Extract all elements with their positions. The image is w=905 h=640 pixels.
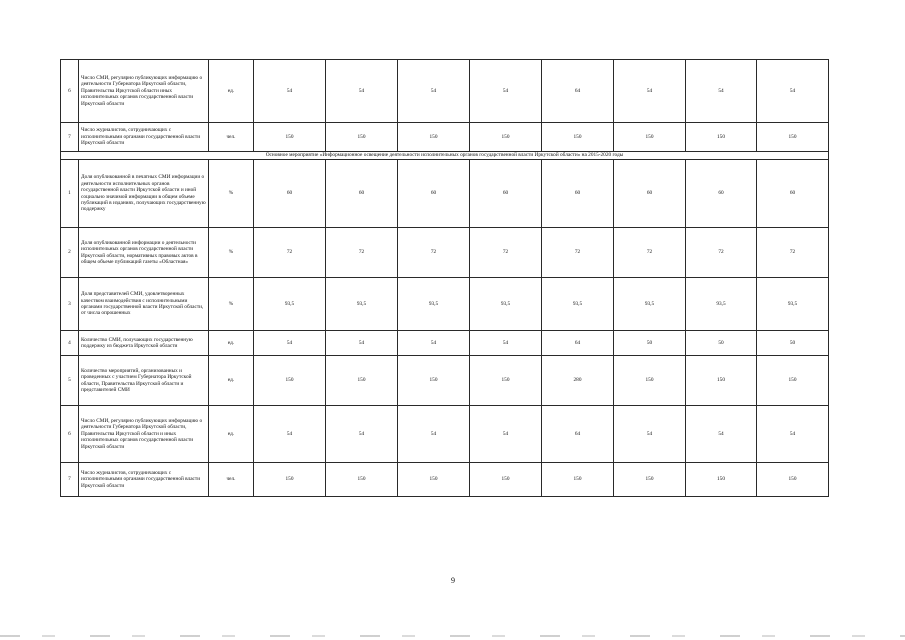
value-cell: 54 (398, 60, 470, 123)
value-cell: 54 (470, 331, 542, 356)
value-cell: 150 (542, 123, 614, 152)
value-cell: 54 (326, 60, 398, 123)
value-cell: 150 (757, 463, 829, 497)
section-row (61, 152, 829, 160)
value-cell: 93,5 (757, 278, 829, 331)
scan-artifact-line (0, 635, 905, 637)
unit-cell: ед. (209, 331, 254, 356)
value-cell: 54 (326, 406, 398, 463)
table-body-bottom (61, 160, 829, 497)
table-body-top (61, 60, 829, 152)
unit-cell: % (209, 278, 254, 331)
row-number: 1 (61, 160, 79, 228)
table-row (61, 331, 829, 356)
value-cell: 93,5 (254, 278, 326, 331)
value-cell: 93,5 (686, 278, 757, 331)
value-cell: 93,5 (398, 278, 470, 331)
unit-cell: ед. (209, 60, 254, 123)
unit-cell: % (209, 228, 254, 278)
value-cell: 54 (757, 406, 829, 463)
indicator-name: Число СМИ, регулярно публикующих информацию о деятельности Губернатора Иркутской области, Правительства Иркутской области иных исполнительных органов государственной власти Иркутской области (79, 60, 209, 123)
value-cell: 54 (686, 406, 757, 463)
indicator-name: Доля представителей СМИ, удовлетворенных качеством взаимодействия с исполнительными органами государственной власти Иркутской области, от числа опрошенных (79, 278, 209, 331)
value-cell: 60 (542, 160, 614, 228)
value-cell: 60 (470, 160, 542, 228)
unit-cell: ед. (209, 406, 254, 463)
page-number: 9 (451, 576, 455, 585)
row-number: 6 (61, 406, 79, 463)
value-cell: 150 (614, 123, 686, 152)
value-cell: 150 (470, 356, 542, 406)
row-number: 5 (61, 356, 79, 406)
value-cell: 54 (470, 60, 542, 123)
row-number: 3 (61, 278, 79, 331)
value-cell: 50 (757, 331, 829, 356)
value-cell: 150 (254, 463, 326, 497)
section-header (61, 152, 829, 160)
value-cell: 150 (686, 356, 757, 406)
value-cell: 72 (757, 228, 829, 278)
value-cell: 64 (542, 60, 614, 123)
indicator-name: Число журналистов, сотрудничающих с исполнительными органами государственной власти Иркутской области (79, 123, 209, 152)
value-cell: 54 (757, 60, 829, 123)
value-cell: 280 (542, 356, 614, 406)
value-cell: 54 (686, 60, 757, 123)
value-cell: 93,5 (326, 278, 398, 331)
indicator-name: Количество мероприятий, организованных и проведенных с участием Губернатора Иркутской области, Правительства Иркутской области и представителей СМИ (79, 356, 209, 406)
indicator-name: Количество СМИ, получающих государственную поддержку из бюджета Иркутской области (79, 331, 209, 356)
row-number: 6 (61, 60, 79, 123)
unit-cell: ед. (209, 356, 254, 406)
value-cell: 150 (398, 123, 470, 152)
value-cell: 50 (614, 331, 686, 356)
value-cell: 150 (614, 356, 686, 406)
value-cell: 64 (542, 406, 614, 463)
value-cell: 54 (398, 406, 470, 463)
value-cell: 54 (614, 60, 686, 123)
value-cell: 72 (254, 228, 326, 278)
value-cell: 150 (398, 356, 470, 406)
indicators-table (60, 59, 829, 497)
table-row (61, 228, 829, 278)
row-number: 2 (61, 228, 79, 278)
value-cell: 150 (254, 123, 326, 152)
value-cell: 72 (326, 228, 398, 278)
value-cell: 150 (470, 463, 542, 497)
indicator-name: Доля опубликованной в печатных СМИ информации о деятельности исполнительных органов государственной власти Иркутской области и иной социально значимой информации в общем объеме публикаций в изданиях, получающих государственную поддержку (79, 160, 209, 228)
value-cell: 150 (757, 123, 829, 152)
table-row (61, 406, 829, 463)
value-cell: 93,5 (542, 278, 614, 331)
row-number: 4 (61, 331, 79, 356)
value-cell: 93,5 (470, 278, 542, 331)
unit-cell: чел. (209, 123, 254, 152)
indicator-name: Число СМИ, регулярно публикующих информацию о деятельности Губернатора Иркутской области, Правительства Иркутской области и иных исполнительных органов государственной власти Иркутской области (79, 406, 209, 463)
value-cell: 150 (470, 123, 542, 152)
value-cell: 54 (254, 406, 326, 463)
value-cell: 72 (470, 228, 542, 278)
value-cell: 60 (614, 160, 686, 228)
value-cell: 60 (686, 160, 757, 228)
value-cell: 72 (398, 228, 470, 278)
value-cell: 54 (614, 406, 686, 463)
unit-cell: % (209, 160, 254, 228)
table-row (61, 123, 829, 152)
value-cell: 150 (686, 123, 757, 152)
value-cell: 150 (686, 463, 757, 497)
value-cell: 54 (254, 60, 326, 123)
value-cell: 60 (326, 160, 398, 228)
value-cell: 72 (614, 228, 686, 278)
value-cell: 150 (326, 356, 398, 406)
value-cell: 150 (398, 463, 470, 497)
value-cell: 54 (326, 331, 398, 356)
indicator-name: Доля опубликованной информации о деятельности исполнительных органов государственной власти Иркутской области, нормативных правовых актов в общем объеме публикаций газеты «Областная» (79, 228, 209, 278)
table-row (61, 356, 829, 406)
value-cell: 60 (254, 160, 326, 228)
indicator-name: Число журналистов, сотрудничающих с исполнительными органами государственной власти Иркутской области (79, 463, 209, 497)
value-cell: 54 (254, 331, 326, 356)
table-row (61, 60, 829, 123)
value-cell: 50 (686, 331, 757, 356)
value-cell: 72 (686, 228, 757, 278)
value-cell: 150 (254, 356, 326, 406)
table-row (61, 278, 829, 331)
value-cell: 150 (326, 123, 398, 152)
value-cell: 60 (757, 160, 829, 228)
unit-cell: чел. (209, 463, 254, 497)
value-cell: 54 (470, 406, 542, 463)
value-cell: 150 (326, 463, 398, 497)
value-cell: 60 (398, 160, 470, 228)
table-row (61, 463, 829, 497)
value-cell: 150 (542, 463, 614, 497)
value-cell: 93,5 (614, 278, 686, 331)
value-cell: 150 (614, 463, 686, 497)
value-cell: 150 (757, 356, 829, 406)
value-cell: 54 (398, 331, 470, 356)
row-number: 7 (61, 463, 79, 497)
value-cell: 72 (542, 228, 614, 278)
table-row (61, 160, 829, 228)
value-cell: 64 (542, 331, 614, 356)
section-title: Основное мероприятие «Информационное освещение деятельности исполнительных органов государственной власти Иркутской области» на 2015-2020 годы (61, 152, 829, 160)
row-number: 7 (61, 123, 79, 152)
